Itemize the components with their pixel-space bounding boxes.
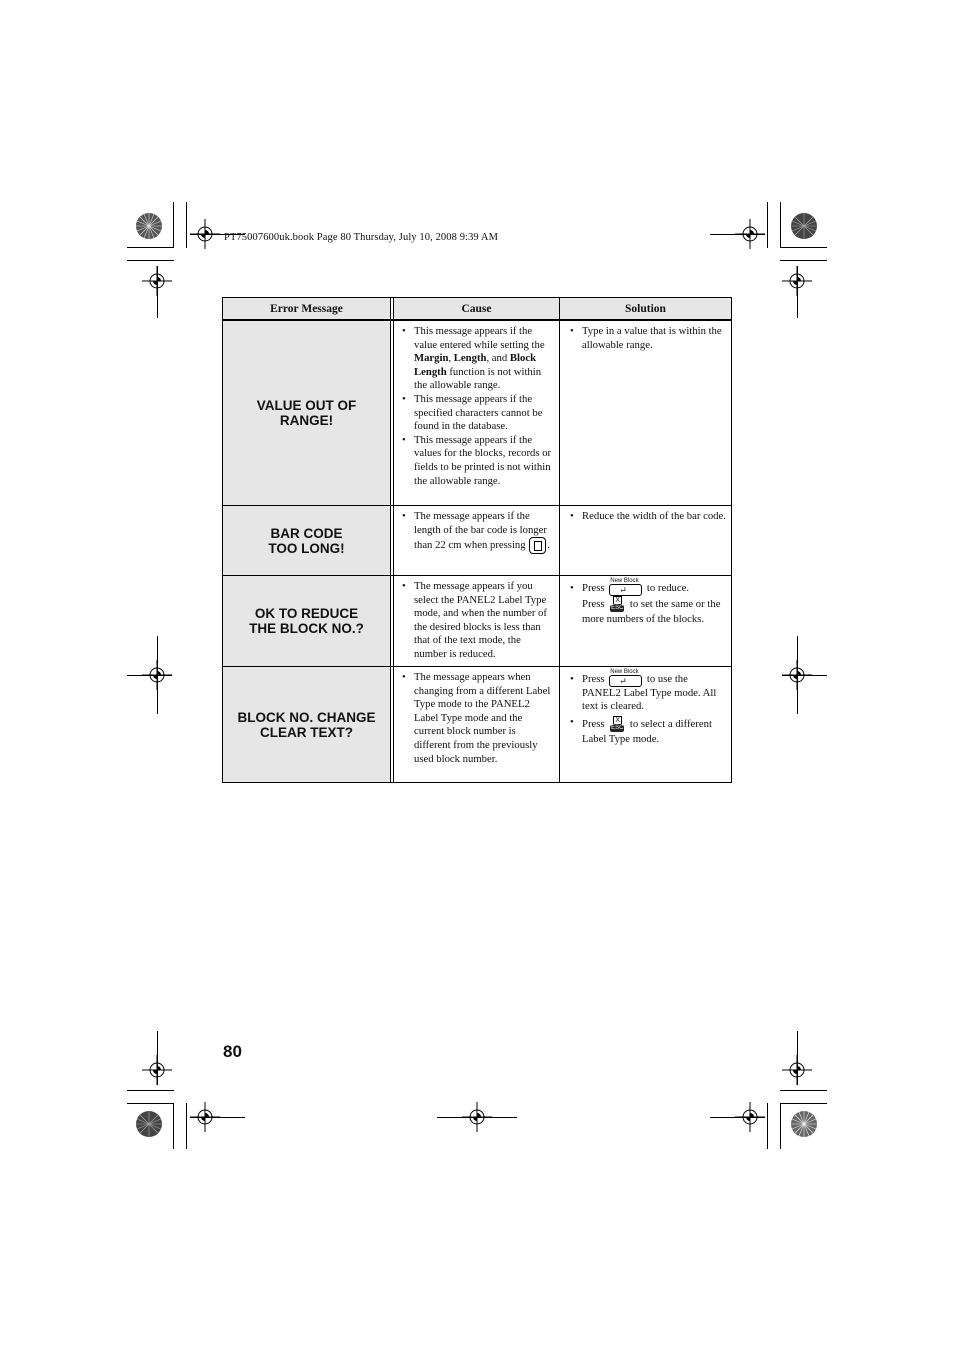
color-target-icon — [790, 1110, 818, 1138]
error-message: BLOCK NO. CHANGE CLEAR TEXT? — [237, 709, 376, 740]
solution-cell — [560, 506, 731, 575]
crop-mark — [767, 1103, 768, 1149]
solution-cell — [560, 321, 731, 505]
esc-key-icon: X ESC — [611, 716, 624, 731]
crop-mark — [710, 234, 765, 235]
crop-mark — [797, 1031, 798, 1085]
error-message-cell — [223, 506, 390, 575]
book-header-line: PT75007600uk.book Page 80 Thursday, July 10, 2008 9:39 AM — [224, 232, 499, 243]
crop-mark — [173, 1103, 174, 1149]
crop-mark — [767, 202, 768, 248]
solution-cell — [560, 576, 731, 666]
cause-item: • The message appears when changing from a different Label Type mode to the PANEL2 Label Type mode and the current block number is different from the previously used block number. — [400, 671, 555, 766]
crop-mark — [186, 202, 187, 248]
print-key-icon — [529, 537, 546, 554]
table-row — [223, 321, 731, 505]
column-header-error-message: Error Message — [223, 298, 390, 319]
error-message: BAR CODE TOO LONG! — [268, 525, 345, 556]
error-message-cell — [223, 321, 390, 505]
solution-item: • Press X ESC to select a different Label Type mode. — [568, 716, 727, 747]
error-message-cell — [223, 576, 390, 666]
table-header-row — [223, 298, 731, 321]
crop-mark — [127, 1103, 174, 1104]
crop-mark — [780, 202, 781, 248]
crop-mark — [157, 1031, 158, 1085]
page-number: 80 — [223, 1042, 242, 1061]
cause-item: • This message appears if the values for the blocks, records or fields to be printed is not within the allowable range. — [400, 434, 555, 488]
cause-cell — [394, 321, 560, 505]
column-header-cause: Cause — [394, 298, 560, 319]
crop-mark — [190, 1117, 245, 1118]
cause-item: • The message appears if the length of the bar code is longer than 22 cm when pressing . — [400, 510, 555, 554]
error-message: OK TO REDUCE THE BLOCK NO.? — [249, 606, 364, 636]
cause-cell — [394, 667, 560, 782]
crop-mark — [797, 266, 798, 318]
crop-mark — [780, 1090, 827, 1091]
color-target-icon — [790, 212, 818, 240]
solution-item: • Reduce the width of the bar code. — [568, 510, 727, 524]
cause-cell — [394, 576, 560, 666]
new-block-key-icon: New Block ↵ — [609, 584, 642, 596]
crop-mark — [157, 266, 158, 318]
error-message-cell — [223, 667, 390, 782]
crop-mark — [186, 1103, 187, 1149]
color-target-icon — [135, 212, 163, 240]
crop-mark — [782, 675, 827, 676]
crop-mark — [173, 202, 174, 248]
table-row — [223, 505, 731, 575]
crop-mark — [127, 675, 172, 676]
crop-mark — [127, 260, 174, 261]
cause-cell — [394, 506, 560, 575]
crop-mark — [780, 1103, 781, 1149]
crop-mark — [127, 1090, 174, 1091]
crop-mark — [127, 247, 174, 248]
error-message: VALUE OUT OF RANGE! — [256, 398, 357, 428]
cause-item: • This message appears if the specified characters cannot be found in the database. — [400, 393, 555, 434]
error-message-table — [222, 297, 732, 783]
column-header-solution: Solution — [560, 298, 731, 319]
cause-item: • The message appears if you select the PANEL2 Label Type mode, and when the number of the desired blocks is less than that of the text mode, the number is reduced. — [400, 580, 555, 662]
crop-mark — [437, 1117, 517, 1118]
esc-key-icon: X ESC — [611, 596, 624, 611]
crop-mark — [780, 1103, 827, 1104]
table-row — [223, 666, 731, 782]
crop-mark — [780, 260, 827, 261]
new-block-key-icon: New Block ↵ — [609, 675, 642, 687]
crop-mark — [780, 247, 827, 248]
solution-item: • Press New Block ↵ to use the PANEL2 Label Type mode. All text is cleared. — [568, 673, 727, 714]
crop-mark — [710, 1117, 765, 1118]
solution-cell — [560, 667, 731, 782]
cause-item: • This message appears if the value entered while setting the Margin, Length, and Block Length function is not within the allowable range. — [400, 325, 555, 393]
solution-item: • Press New Block ↵ to reduce. Press X ESC to set the same or the more numbers of the blocks. — [568, 582, 727, 626]
color-target-icon — [135, 1110, 163, 1138]
table-row — [223, 575, 731, 666]
solution-item: • Type in a value that is within the allowable range. — [568, 325, 727, 352]
